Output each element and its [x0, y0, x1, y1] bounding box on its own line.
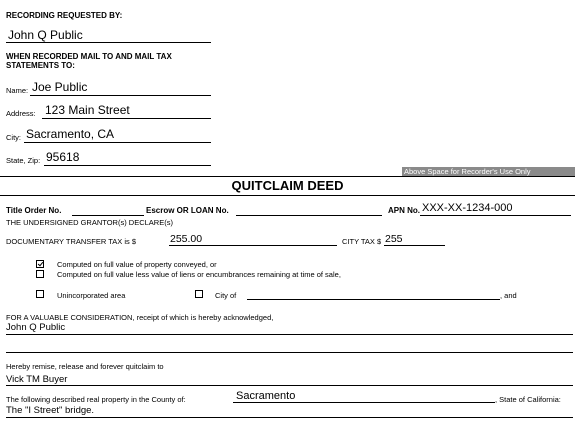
- consideration-label: FOR A VALUABLE CONSIDERATION, receipt of which is hereby acknowledged,: [6, 313, 274, 322]
- recorder-note-bar: [402, 167, 575, 176]
- recorder-divider: [0, 176, 575, 177]
- escrow-line[interactable]: [236, 215, 382, 216]
- county-line: [233, 402, 495, 403]
- grantor-declare: THE UNDERSIGNED GRANTOR(s) DECLARE(s): [6, 218, 173, 227]
- name-value[interactable]: Joe Public: [32, 80, 88, 94]
- address-line: [42, 118, 211, 119]
- name-line: [30, 95, 211, 96]
- consideration-line: [6, 334, 573, 335]
- city-tax-value[interactable]: 255: [385, 233, 403, 245]
- document-title: QUITCLAIM DEED: [231, 178, 344, 193]
- mail-to-label-line2: STATEMENTS TO:: [6, 61, 75, 70]
- county-value[interactable]: Sacramento: [236, 390, 296, 402]
- state-zip-value[interactable]: 95618: [46, 150, 80, 164]
- state-zip-line: [44, 165, 211, 166]
- doc-tax-label: DOCUMENTARY TRANSFER TAX is $: [6, 237, 137, 246]
- requested-by-line: [6, 42, 211, 43]
- full-value-label: Computed on full value of property conveyed, or: [57, 260, 217, 269]
- doc-tax-line: [169, 245, 337, 246]
- consideration-line-2: [6, 352, 573, 353]
- recorder-note: Above Space for Recorder's Use Only: [404, 167, 531, 176]
- state-zip-label: State, Zip:: [6, 156, 41, 165]
- mail-to-label-line1: WHEN RECORDED MAIL TO AND MAIL TAX: [6, 52, 172, 61]
- requested-by-value[interactable]: John Q Public: [8, 28, 83, 42]
- unincorporated-checkbox[interactable]: [36, 290, 44, 298]
- city-line: [24, 142, 211, 143]
- quitclaim-line: [6, 385, 573, 386]
- and-label: , and: [500, 291, 517, 300]
- city-of-checkbox[interactable]: [195, 290, 203, 298]
- address-value[interactable]: 123 Main Street: [45, 103, 130, 117]
- apn-value[interactable]: XXX-XX-1234-000: [422, 202, 513, 214]
- less-liens-label: Computed on full value less value of liens or encumbrances remaining at time of sale,: [57, 270, 341, 279]
- city-of-label: City of: [215, 291, 237, 300]
- city-tax-line: [384, 245, 445, 246]
- mail-to-label: [6, 52, 172, 70]
- city-tax-label: CITY TAX $: [342, 237, 382, 246]
- property-description[interactable]: The "I Street" bridge.: [6, 405, 95, 416]
- address-label: Address:: [6, 109, 36, 118]
- title-divider: [0, 195, 575, 196]
- name-label: Name:: [6, 86, 29, 95]
- unincorporated-label: Unincorporated area: [57, 291, 126, 300]
- requested-by-label: RECORDING REQUESTED BY:: [6, 11, 123, 20]
- escrow-label: Escrow OR LOAN No.: [146, 206, 229, 215]
- title-order-line[interactable]: [72, 215, 144, 216]
- city-of-line[interactable]: [247, 299, 500, 300]
- quitclaim-label: Hereby remise, release and forever quitclaim to: [6, 362, 164, 371]
- apn-label: APN No.: [388, 206, 420, 215]
- consideration-value[interactable]: John Q Public: [6, 322, 66, 333]
- city-label: City:: [6, 133, 21, 142]
- apn-line: [420, 215, 571, 216]
- quitclaim-value[interactable]: Vick TM Buyer: [6, 374, 68, 385]
- full-value-checkbox[interactable]: [36, 260, 44, 268]
- state-of-california-label: , State of California:: [495, 395, 561, 404]
- title-order-label: Title Order No.: [6, 206, 62, 215]
- property-line: [6, 417, 573, 418]
- city-value[interactable]: Sacramento, CA: [26, 127, 115, 141]
- less-liens-checkbox[interactable]: [36, 270, 44, 278]
- property-label: The following described real property in the County of:: [6, 395, 186, 404]
- doc-tax-value[interactable]: 255.00: [170, 233, 203, 245]
